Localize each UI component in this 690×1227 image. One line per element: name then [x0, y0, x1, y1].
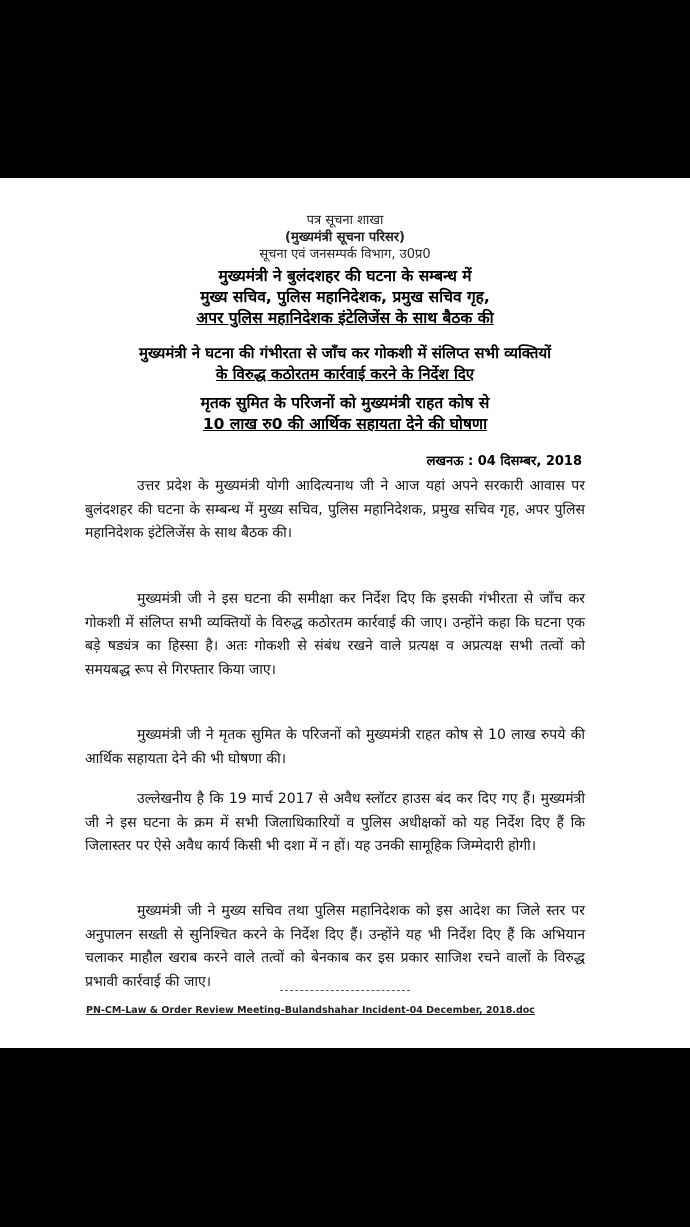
body-paragraph: मुख्यमंत्री जी ने इस घटना की समीक्षा कर निर्देश दिए कि इसकी गंभीरता से जाँच कर गोकशी में संलिप्त सभी व्यक्तियों के विरुद्ध कठोरतम कार्रवाई की जाए। उन्होंने कहा कि घटना एक बड़े षड्यंत्र का हिस्सा है। अतः गोकशी से संबंध रखने वाले प्रत्यक्ष व अप्रत्यक्ष सभी तत्वों को समयबद्ध रूप से गिरफ्तार किया जाए। — [85, 591, 585, 678]
header-department-line: सूचना एवं जनसम्पर्क विभाग, उ0प्र0 — [259, 247, 431, 262]
issuer-header — [0, 212, 690, 263]
headline-relief — [0, 393, 690, 435]
body-paragraph: उत्तर प्रदेश के मुख्यमंत्री योगी आदित्यनाथ जी ने आज यहां अपने सरकारी आवास पर बुलंदशहर की घटना के सम्बन्ध में मुख्य सचिव, पुलिस महानिदेशक, प्रमुख सचिव गृह, अपर पुलिस महानिदेशक इंटेलिजेंस के साथ बैठक की। — [85, 478, 585, 541]
file-name-footer: PN-CM-Law & Order Review Meeting-Bulandshahar Incident-04 December, 2018.doc — [86, 1005, 535, 1016]
headline-meeting — [0, 266, 690, 329]
headline-line: के विरुद्ध कठोरतम कार्रवाई करने के निर्देश दिए — [215, 365, 475, 383]
headline-line: अपर पुलिस महानिदेशक इंटेलिजेंस के साथ बैठक की — [196, 309, 494, 327]
body-paragraph: मुख्यमंत्री जी ने मुख्य सचिव तथा पुलिस महानिदेशक को इस आदेश का जिले स्तर पर अनुपालन सख्ती से सुनिश्चित करने के निर्देश दिए हैं। उन्होंने यह भी निर्देश दिए हैं कि अभियान चलाकर माहौल खराब करने वाले तत्वों को बेनकाब कर इस प्रकार साजिश रचने वालों के विरुद्ध प्रभावी कार्रवाई की जाए। — [85, 903, 585, 990]
headline-line: 10 लाख रु0 की आर्थिक सहायता देने की घोषणा — [202, 415, 488, 433]
body-paragraph: मुख्यमंत्री जी ने मृतक सुमित के परिजनों को मुख्यमंत्री राहत कोष से 10 लाख रुपये की आर्थिक सहायता देने की भी घोषणा की। — [85, 727, 585, 767]
header-office-line: पत्र सूचना शाखा — [306, 213, 384, 228]
headline-directive — [0, 343, 690, 385]
dateline: लखनऊ : 04 दिसम्बर, 2018 — [426, 454, 582, 469]
divider — [280, 990, 410, 991]
headline-line: मुख्यमंत्री ने घटना की गंभीरता से जाँच कर गोकशी में संलिप्त सभी व्यक्तियों — [138, 344, 552, 362]
header-cell-line: (मुख्यमंत्री सूचना परिसर) — [285, 230, 405, 245]
press-release-document — [0, 178, 690, 1048]
headline-line: मुख्य सचिव, पुलिस महानिदेशक, प्रमुख सचिव गृह, — [200, 288, 490, 306]
body-paragraph: उल्लेखनीय है कि 19 मार्च 2017 से अवैध स्लॉटर हाउस बंद कर दिए गए हैं। मुख्यमंत्री जी ने इस घटना के क्रम में सभी जिलाधिकारियों व पुलिस अधीक्षकों को यह निर्देश दिए हैं कि जिलास्तर पर ऐसे अवैध कार्य किसी भी दशा में न हों। यह उनकी सामूहिक जिम्मेदारी होगी। — [85, 791, 585, 854]
headline-line: मुख्यमंत्री ने बुलंदशहर की घटना के सम्बन्ध में — [218, 267, 472, 285]
headline-line: मृतक सुमित के परिजनों को मुख्यमंत्री राहत कोष से — [200, 394, 490, 412]
